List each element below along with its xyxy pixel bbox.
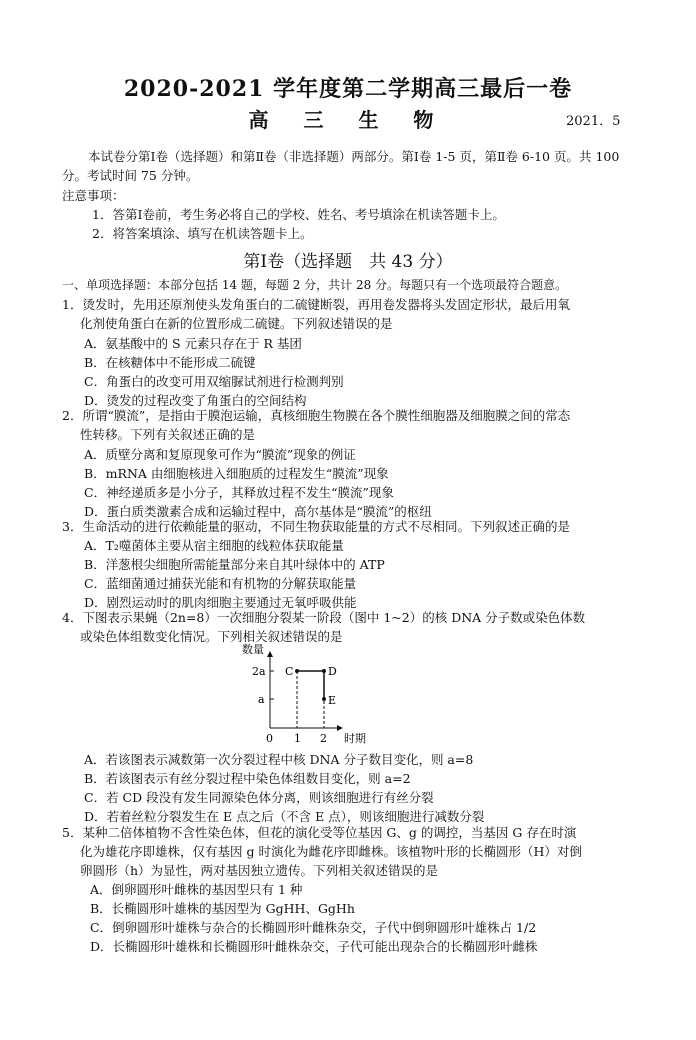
y-axis-label: 数量 [242, 643, 264, 656]
x-tick-1: 1 [294, 732, 301, 745]
part-heading: 一、单项选择题：本部分包括 14 题，每题 2 分，共计 28 分。每题只有一个选项最符合题意。 [62, 278, 568, 292]
point-label-d: D [328, 665, 337, 678]
x-tick-0: 0 [266, 732, 273, 745]
question-1-option-d: D．烫发的过程改变了角蛋白的空间结构 [84, 393, 307, 408]
x-axis-label: 时期 [344, 732, 366, 745]
point-e [322, 697, 326, 701]
stem-line: 或染色体组数变化情况。下列相关叙述错误的是 [80, 629, 343, 644]
question-4-option-c: C．若 CD 段没有发生同源染色体分离，则该细胞进行有丝分裂 [84, 790, 434, 805]
question-5-stem [62, 823, 642, 880]
question-3-stem: 3．生命活动的进行依赖能量的驱动，不同生物获取能量的方式不尽相同。下列叙述正确的是 [62, 519, 570, 534]
exam-intro: 本试卷分第Ⅰ卷（选择题）和第Ⅱ卷（非选择题）两部分。第Ⅰ卷 1-5 页，第Ⅱ卷 6-10 页。共 100 分。考试时间 75 分钟。 [62, 149, 620, 183]
stem-line: 5．某种二倍体植物不含性染色体，但花的演化受等位基因 G、g 的调控，当基因 G 存在时演 [62, 825, 577, 840]
question-1-option-c: C．角蛋白的改变可用双缩脲试剂进行检测判别 [84, 374, 344, 389]
stem-line: 4．下图表示果蝇（2n=8）一次细胞分裂某一阶段（图中 1~2）的核 DNA 分子数或染色体数 [62, 610, 586, 625]
point-c [295, 669, 299, 673]
question-4-option-b: B．若该图表示有丝分裂过程中染色体组数目变化，则 a=2 [84, 771, 411, 786]
stem-line: 卵圆形（h）为显性，两对基因独立遗传。下列相关叙述错误的是 [80, 863, 439, 878]
y-tick-a: a [258, 693, 265, 706]
question-2-option-a: A．质壁分离和复原现象可作为“膜流”现象的例证 [84, 447, 356, 462]
stem-line: 性转移。下列有关叙述正确的是 [80, 427, 256, 442]
question-2-option-c: C．神经递质多是小分子，其释放过程不发生“膜流”现象 [84, 485, 394, 500]
point-d [322, 669, 326, 673]
exam-title: 2020-2021 学年度第二学期高三最后一卷 [123, 76, 573, 102]
question-3-option-a: A．T₂噬菌体主要从宿主细胞的线粒体获取能量 [84, 538, 344, 553]
stem-line: 2．所谓“膜流”，是指由于膜泡运输，真核细胞生物膜在各个膜性细胞器及细胞膜之间的常态 [62, 408, 571, 423]
question-3-option-b: B．洋葱根尖细胞所需能量部分来自其叶绿体中的 ATP [84, 557, 385, 572]
question-5-option-d: D．长椭圆形叶雄株和长椭圆形叶雌株杂交，子代可能出现杂合的长椭圆形叶雌株 [90, 939, 538, 954]
question-1-stem [62, 295, 642, 333]
question-4-option-d: D．若着丝粒分裂发生在 E 点之后（不含 E 点），则该细胞进行减数分裂 [84, 809, 485, 824]
question-4-option-a: A．若该图表示减数第一次分裂过程中核 DNA 分子数目变化，则 a=8 [84, 752, 474, 767]
question-4-figure [232, 640, 492, 750]
section-title: 第Ⅰ卷（选择题 共 43 分） [243, 252, 453, 272]
note-item: 1．答第Ⅰ卷前，考生务必将自己的学校、姓名、考号填涂在机读答题卡上。 [92, 207, 505, 222]
question-1-option-a: A．氨基酸中的 S 元素只存在于 R 基团 [84, 336, 302, 351]
question-2-stem [62, 406, 642, 444]
question-2-option-d: D．蛋白质类激素合成和运输过程中，高尔基体是“膜流”的枢纽 [84, 504, 432, 519]
question-3-option-d: D．剧烈运动时的肌肉细胞主要通过无氧呼吸供能 [84, 595, 357, 610]
question-5-option-c: C．倒卵圆形叶雄株与杂合的长椭圆形叶雌株杂交，子代中倒卵圆形叶雄株占 1/2 [90, 920, 537, 935]
question-5-option-a: A．倒卵圆形叶雌株的基因型只有 1 种 [90, 882, 303, 897]
question-3-option-c: C．蓝细菌通过捕获光能和有机物的分解获取能量 [84, 576, 357, 591]
point-label-e: E [328, 694, 337, 707]
y-tick-2a: 2a [252, 665, 266, 678]
point-label-c: C [285, 665, 294, 678]
exam-date: 2021．5 [566, 114, 621, 129]
exam-subtitle: 高 三 生 物 [248, 108, 448, 132]
stem-line: 化剂使角蛋白在新的位置形成二硫键。下列叙述错误的是 [80, 316, 393, 331]
stem-line: 化为雄花序即雄株，仅有基因 g 时演化为雌花序即雌株。该植物叶形的长椭圆形（H）对倒 [80, 844, 582, 859]
question-2-option-b: B．mRNA 由细胞核进入细胞质的过程发生“膜流”现象 [84, 466, 389, 481]
note-item: 2．将答案填涂、填写在机读答题卡上。 [92, 226, 313, 241]
question-1-option-b: B．在核糖体中不能形成二硫键 [84, 355, 256, 370]
stem-line: 1．烫发时，先用还原剂使头发角蛋白的二硫键断裂，再用卷发器将头发固定形状，最后用氧 [62, 297, 570, 312]
question-5-option-b: B．长椭圆形叶雄株的基因型为 GgHH、GgHh [90, 901, 355, 916]
x-tick-2: 2 [320, 732, 327, 745]
notes-heading: 注意事项： [62, 188, 125, 203]
